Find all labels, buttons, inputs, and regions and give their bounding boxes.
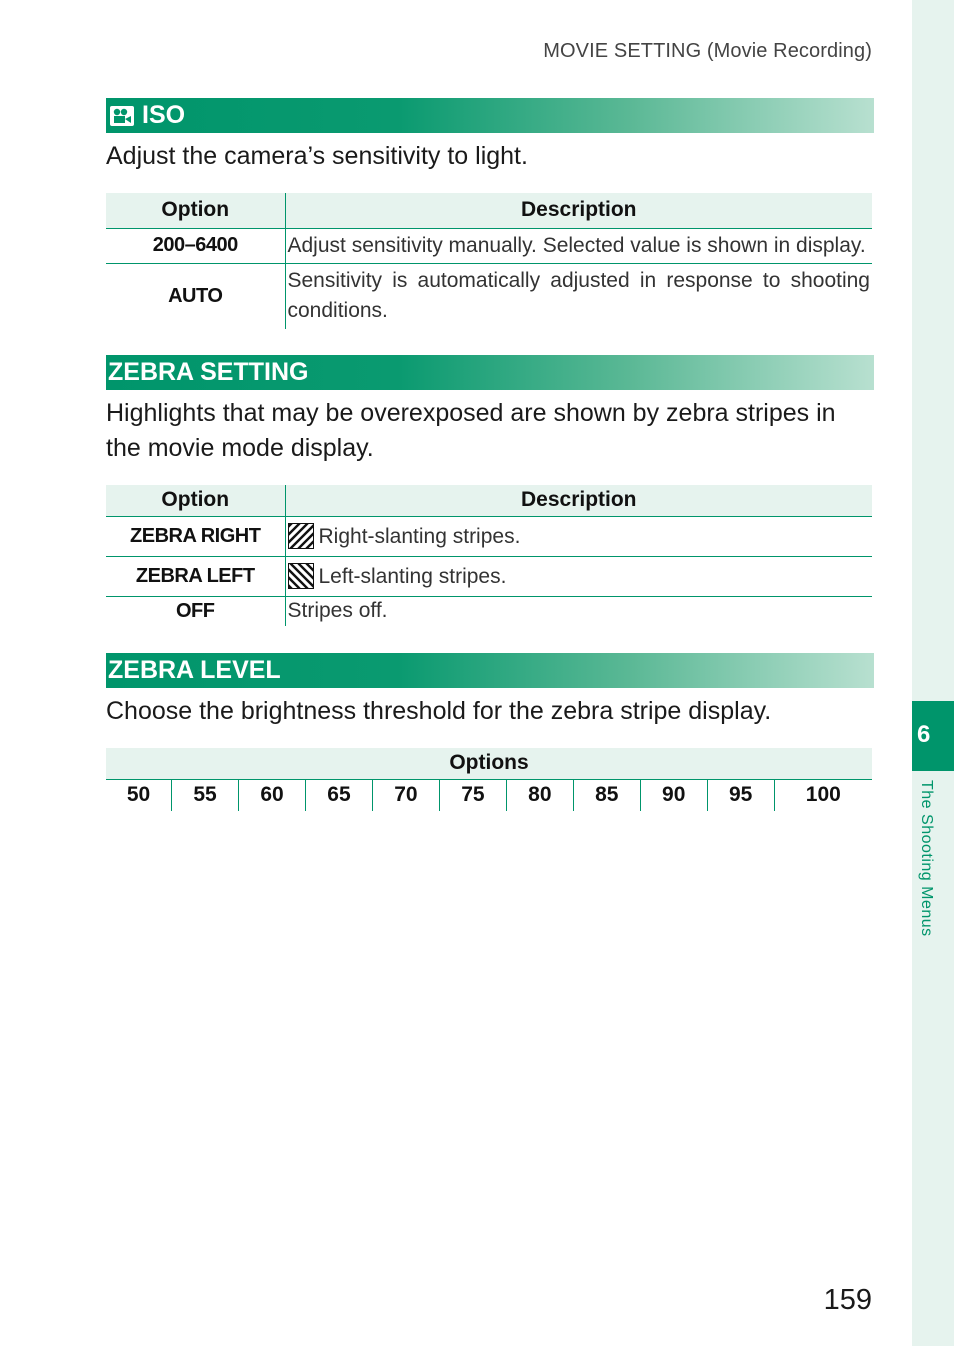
iso-lead-text: Adjust the camera’s sensitivity to light.	[106, 142, 528, 170]
section-heading-iso	[106, 98, 874, 133]
zebra-right-icon	[288, 523, 314, 549]
zebra-level-options-table	[106, 748, 872, 811]
option-description-cell	[285, 516, 872, 556]
option-description-cell	[285, 556, 872, 596]
option-name: OFF	[176, 599, 215, 622]
chapter-label: The Shooting Menus	[918, 780, 935, 937]
section-title: ZEBRA LEVEL	[108, 656, 281, 684]
option-name: 200–6400	[106, 228, 285, 263]
option-description: Stripes off.	[285, 596, 872, 626]
level-value: 60	[239, 779, 306, 811]
level-value: 85	[573, 779, 640, 811]
zebra-left-icon	[288, 563, 314, 589]
table-row	[106, 779, 872, 811]
section-title: ISO	[142, 101, 186, 129]
iso-options-table	[106, 193, 872, 329]
zebra-setting-options-table	[106, 485, 872, 626]
option-name: AUTO	[168, 284, 223, 307]
level-value: 90	[640, 779, 707, 811]
section-heading-zebra-setting	[106, 355, 874, 390]
option-name: ZEBRA LEFT	[106, 556, 285, 596]
column-header-description: Description	[285, 193, 872, 228]
table-row	[106, 596, 872, 626]
table-row	[106, 263, 872, 329]
option-description: Left-slanting stripes.	[318, 565, 507, 588]
chapter-side-tab	[912, 0, 954, 1346]
section-title: ZEBRA SETTING	[108, 358, 309, 386]
level-value: 65	[305, 779, 372, 811]
page-number: 159	[823, 1284, 872, 1316]
table-row	[106, 228, 872, 263]
column-header-options: Options	[106, 748, 872, 779]
option-description: Adjust sensitivity manually. Selected value is shown in display.	[285, 228, 872, 263]
level-value: 70	[372, 779, 439, 811]
column-header-option: Option	[106, 193, 285, 228]
column-header-description: Description	[285, 485, 872, 516]
table-row	[106, 556, 872, 596]
option-description: Right-slanting stripes.	[318, 525, 521, 548]
level-value: 50	[126, 783, 151, 807]
column-header-option: Option	[106, 485, 285, 516]
level-value: 100	[774, 779, 872, 811]
option-name: ZEBRA RIGHT	[106, 516, 285, 556]
zebra-level-lead-text: Choose the brightness threshold for the zebra stripe display.	[106, 697, 772, 725]
level-value: 75	[439, 779, 506, 811]
table-row	[106, 516, 872, 556]
option-description: Sensitivity is automatically adjusted in response to shooting conditions.	[285, 263, 872, 329]
level-value: 95	[707, 779, 774, 811]
chapter-number: 6	[912, 701, 954, 771]
movie-camera-icon	[110, 101, 134, 136]
level-value: 55	[172, 779, 239, 811]
level-value: 80	[506, 779, 573, 811]
section-heading-zebra-level	[106, 653, 874, 688]
zebra-setting-lead-text: Highlights that may be overexposed are shown by zebra stripes in the movie mode display.	[106, 399, 836, 462]
running-header: MOVIE SETTING (Movie Recording)	[543, 40, 872, 62]
